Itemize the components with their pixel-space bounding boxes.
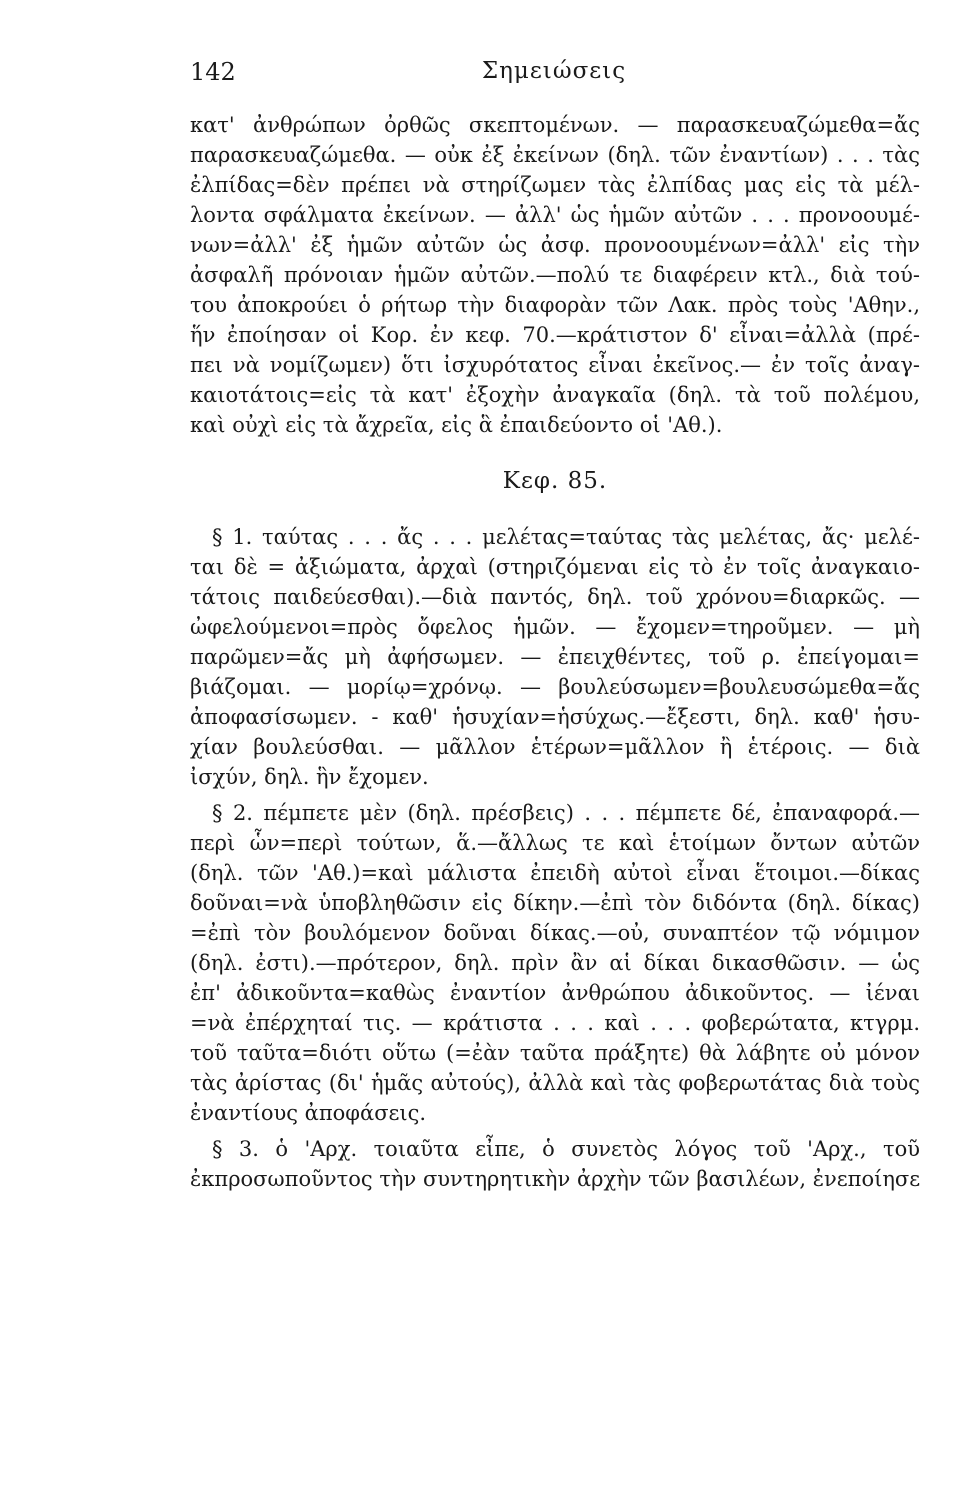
- text-line: § 3. ὁ 'Αρχ. τοιαῦτα εἶπε, ὁ συνετὸς λόγος τοῦ 'Αρχ., τοῦ: [212, 1137, 920, 1161]
- page-number: 142: [190, 58, 236, 86]
- text-line: ὠφελούμενοι=πρὸς ὄφελος ἡμῶν. — ἔχομεν=τηροῦμεν. — μὴ: [190, 615, 920, 639]
- text-line: τοῦ ταῦτα=διότι οὕτω (=ἐὰν ταῦτα πράξητε) θὰ λάβητε οὐ μόνον: [190, 1041, 920, 1065]
- text-line: νων=ἀλλ' ἐξ ἡμῶν αὐτῶν ὡς ἀσφ. προνοουμένων=ἀλλ' εἰς τὴν: [190, 233, 920, 257]
- text-line: ἀποφασίσωμεν. - καθ' ἡσυχίαν=ἡσύχως.—ἔξεστι, δηλ. καθ' ἡσυ-: [190, 705, 920, 729]
- text-line: ται δὲ = ἀξιώματα, ἀρχαὶ (στηριζόμεναι εἰς τὸ ἐν τοῖς ἀναγκαιο-: [190, 555, 920, 579]
- text-line: ἐλπίδας=δὲν πρέπει νὰ στηρίζωμεν τὰς ἐλπίδας μας εἰς τὰ μέλ-: [190, 173, 920, 197]
- text-line: καιοτάτοις=εἰς τὰ κατ' ἐξοχὴν ἀναγκαῖα (δηλ. τὰ τοῦ πολέμου,: [190, 383, 920, 407]
- text-line: § 2. πέμπετε μὲν (δηλ. πρέσβεις) . . . πέμπετε δέ, ἐπαναφορά.—: [212, 801, 920, 825]
- text-line: βιάζομαι. — μορίῳ=χρόνῳ. — βουλεύσωμεν=βουλευσώμεθα=ἄς: [190, 675, 920, 699]
- text-line: ἐναντίους ἀποφάσεις.: [190, 1101, 427, 1125]
- text-line: =νὰ ἐπέρχηταί τις. — κράτιστα . . . καὶ . . . φοβερώτατα, κτγρμ.: [190, 1011, 920, 1035]
- text-line: (δηλ. τῶν 'Αθ.)=καὶ μάλιστα ἐπειδὴ αὐτοὶ εἶναι ἕτοιμοι.—δίκας: [190, 861, 920, 885]
- section-3: [190, 1134, 920, 1194]
- text-line: ἐκπροσωποῦντος τὴν συντηρητικὴν ἀρχὴν τῶν βασιλέων, ἐνεποίησε: [190, 1167, 920, 1191]
- page-header: [190, 58, 918, 98]
- text-line: τάτοις παιδεύεσθαι).—διὰ παντός, δηλ. τοῦ χρόνου=διαρκῶς. —: [190, 585, 920, 609]
- text-line: καὶ οὐχὶ εἰς τὰ ἄχρεῖα, εἰς ἃ ἐπαιδεύοντο οἱ 'Αθ.).: [190, 413, 723, 437]
- text-line: κατ' ἀνθρώπων ὀρθῶς σκεπτομένων. — παρασκευαζώμεθα=ἄς: [190, 113, 920, 137]
- paragraph-1: [190, 110, 920, 440]
- chapter-heading: Κεφ. 85.: [502, 468, 608, 494]
- text-line: του ἀποκρούει ὁ ρήτωρ τὴν διαφορὰν τῶν Λακ. πρὸς τοὺς 'Αθην.,: [190, 293, 920, 317]
- section-2: [190, 798, 920, 1128]
- running-head: Σημειώσεις: [481, 58, 627, 84]
- text-line: (δηλ. ἐστι).—πρότερον, δηλ. πρὶν ἂν αἱ δίκαι δικασθῶσιν. — ὡς: [190, 951, 920, 975]
- page-body: [190, 110, 920, 1200]
- text-line: § 1. ταύτας . . . ἄς . . . μελέτας=ταύτας τὰς μελέτας, ἄς· μελέ-: [212, 525, 920, 549]
- text-line: παρῶμεν=ἄς μὴ ἀφήσωμεν. — ἐπειχθέντες, τοῦ ρ. ἐπείγομαι=: [190, 645, 920, 669]
- text-line: =ἐπὶ τὸν βουλόμενον δοῦναι δίκας.—οὐ, συναπτέον τῷ νόμιμον: [190, 921, 920, 945]
- text-line: λοντα σφάλματα ἐκείνων. — ἀλλ' ὡς ἡμῶν αὐτῶν . . . προνοουμέ-: [190, 203, 920, 227]
- text-line: περὶ ὧν=περὶ τούτων, ἅ.—ἄλλως τε καὶ ἑτοίμων ὄντων αὐτῶν: [190, 831, 920, 855]
- text-line: παρασκευαζώμεθα. — οὐκ ἐξ ἐκείνων (δηλ. τῶν ἐναντίων) . . . τὰς: [190, 143, 920, 167]
- text-line: χίαν βουλεύσθαι. — μᾶλλον ἑτέρων=μᾶλλον ἢ ἑτέροις. — διὰ: [190, 735, 920, 759]
- text-line: ἰσχύν, δηλ. ἣν ἔχομεν.: [190, 765, 429, 789]
- text-line: τὰς ἀρίστας (δι' ἡμᾶς αὐτούς), ἀλλὰ καὶ τὰς φοβερωτάτας διὰ τοὺς: [190, 1071, 920, 1095]
- text-line: ἐπ' ἀδικοῦντα=καθὼς ἐναντίον ἀνθρώπου ἀδικοῦντος. — ἰέναι: [190, 981, 920, 1005]
- text-line: πει νὰ νομίζωμεν) ὅτι ἰσχυρότατος εἶναι ἐκεῖνος.— ἐν τοῖς ἀναγ-: [190, 353, 920, 377]
- section-1: [190, 522, 920, 792]
- text-line: δοῦναι=νὰ ὑποβληθῶσιν εἰς δίκην.—ἐπὶ τὸν διδόντα (δηλ. δίκας): [190, 891, 920, 915]
- text-line: ἀσφαλῆ πρόνοιαν ἡμῶν αὐτῶν.—πολύ τε διαφέρειν κτλ., διὰ τού-: [190, 263, 920, 287]
- text-line: ἥν ἐποίησαν οἱ Κορ. ἐν κεφ. 70.—κράτιστον δ' εἶναι=ἀλλὰ (πρέ-: [190, 323, 920, 347]
